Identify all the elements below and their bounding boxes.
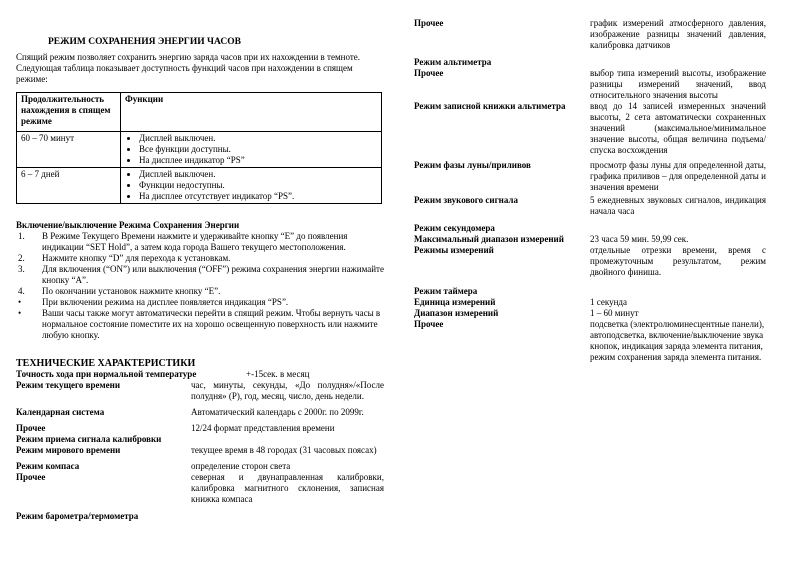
spec-value: 1 секунда xyxy=(590,297,627,307)
spec-value: час, минуты, секунды, «До полудня»/«После полудня» (P), год, месяц, число, день недели. xyxy=(191,380,384,401)
spec-value: 23 часа 59 мин. 59,99 сек. xyxy=(590,234,689,244)
spec-label: Режим текущего времени xyxy=(16,380,121,390)
spec-value: текущее время в 48 городах (31 часовых поясах) xyxy=(191,445,377,455)
duration-cell: 6 – 7 дней xyxy=(17,168,121,204)
spec-row xyxy=(414,297,766,308)
page-title: РЕЖИМ СОХРАНЕНИЯ ЭНЕРГИИ ЧАСОВ xyxy=(48,37,241,47)
functions-cell xyxy=(121,132,382,168)
function-item: • Дисплей выключен. xyxy=(139,133,377,144)
intro-paragraph-2: Следующая таблица показывает доступность функций часов при нахождении в спящем режиме: xyxy=(16,63,353,84)
function-item: • Дисплей выключен. xyxy=(139,169,377,180)
spec-row xyxy=(414,160,766,193)
spec-value: +-15сек. в месяц xyxy=(246,369,310,379)
table-header-row xyxy=(17,93,382,132)
spec-label: Режим альтиметра xyxy=(414,57,492,67)
step-item xyxy=(16,297,384,308)
spec-row xyxy=(16,434,384,445)
spec-value: определение сторон света xyxy=(191,461,291,471)
spec-row xyxy=(16,445,384,456)
header-functions: Функции xyxy=(121,93,382,132)
spec-value: график измерений атмосферного давления, изображение разницы значений давления, калибровка датчиков xyxy=(590,18,766,50)
spec-label: Максимальный диапазон измерений xyxy=(414,234,564,244)
step-marker: 1. xyxy=(18,231,25,241)
step-text: Ваши часы также могут автоматически перейти в спящий режим. Чтобы вернуть часы в нормальное состояние поместите их на хорошо освещенную поверхность или нажмите любую кнопку. xyxy=(42,308,381,340)
function-item: • На дисплее отсутствует индикатор “PS”. xyxy=(139,191,377,202)
availability-table xyxy=(16,92,382,204)
step-item xyxy=(16,231,384,253)
left-column xyxy=(16,37,384,522)
function-item: • Все функции доступны. xyxy=(139,144,377,155)
spec-row xyxy=(414,308,766,319)
spec-label: Прочее xyxy=(414,319,444,329)
spec-label: Режим таймера xyxy=(414,286,478,296)
spec-row xyxy=(16,461,384,472)
bullet-marker: • xyxy=(18,297,22,307)
intro-paragraph-1: Спящий режим позволяет сохранить энергию заряда часов при их нахождении в темноте. xyxy=(16,52,361,62)
spec-label: Диапазон измерений xyxy=(414,308,499,318)
step-text: В Режиме Текущего Времени нажмите и удерживайте кнопку “E” до появления индикации “SET Hold”, а затем кода города Вашего текущего местоположения. xyxy=(42,231,348,252)
step-item xyxy=(16,253,384,264)
spec-row xyxy=(16,423,384,434)
right-column xyxy=(414,18,766,363)
spec-row xyxy=(16,407,384,418)
spec-label: Календарная система xyxy=(16,407,105,417)
spec-value: Автоматический календарь с 2000г. по 2099г. xyxy=(191,407,364,417)
spec-label: Режим фазы луны/приливов xyxy=(414,160,531,170)
function-item: • Функции недоступны. xyxy=(139,180,377,191)
spec-label: Режим записной книжки альтиметра xyxy=(414,101,566,111)
spec-value: ввод до 14 записей измеренных значений высоты, 2 сета автоматически сохраненных значений (максимальное/минимальное значение высоты, общая величина подъема/спуска восхождения xyxy=(590,101,766,155)
step-marker: 2. xyxy=(18,253,25,263)
onoff-section-title: Включение/выключение Режима Сохранения Энергии xyxy=(16,220,240,230)
spec-row xyxy=(414,319,766,363)
spec-value: 12/24 формат представления времени xyxy=(191,423,335,433)
step-item xyxy=(16,308,384,341)
spec-row xyxy=(16,369,384,380)
spec-row xyxy=(414,223,766,234)
spec-label: Точность хода при нормальной температуре xyxy=(16,369,197,379)
steps-list xyxy=(16,231,384,341)
spec-row xyxy=(16,380,384,402)
spec-label: Прочее xyxy=(16,423,46,433)
header-duration: Продолжительность нахождения в спящем режиме xyxy=(17,93,121,132)
spec-label: Режим звукового сигнала xyxy=(414,195,518,205)
step-text: По окончании установок нажмите кнопку “E”. xyxy=(42,286,221,296)
spec-value: просмотр фазы луны для определенной даты, графика приливов – для определенной даты и значения времени xyxy=(590,160,766,192)
spec-label: Режим мирового времени xyxy=(16,445,121,455)
spec-row xyxy=(414,57,766,68)
spec-row xyxy=(414,195,766,217)
spec-value: 1 – 60 минут xyxy=(590,308,639,318)
spec-label: Режим барометра/термометра xyxy=(16,511,139,521)
step-marker: 4. xyxy=(18,286,25,296)
spec-label: Прочее xyxy=(414,68,444,78)
spec-row xyxy=(414,68,766,101)
step-text: При включении режима на дисплее появляется индикация “PS”. xyxy=(42,297,289,307)
spec-value: отдельные отрезки времени, время с промежуточным результатом, режим двойного финиша. xyxy=(590,245,766,277)
step-marker: 3. xyxy=(18,264,25,274)
spec-row xyxy=(414,101,766,156)
step-text: Для включения (“ON”) или выключения (“OFF”) режима сохранения энергии нажимайте кнопку “A”. xyxy=(42,264,384,285)
spec-value: подсветка (электролюминесцентные панели), автоподсветка, включение/выключение звука кнопок, индикация заряда элемента питания, режим сохранения заряда элемента питания. xyxy=(590,319,765,362)
spec-row xyxy=(414,234,766,245)
spec-row xyxy=(16,472,384,505)
spec-label: Режим приема сигнала калибровки xyxy=(16,434,162,444)
spec-row xyxy=(414,245,766,278)
spec-row xyxy=(16,511,384,522)
specs-title: ТЕХНИЧЕСКИЕ ХАРАКТЕРИСТИКИ xyxy=(16,358,196,369)
bullet-marker: • xyxy=(18,308,22,318)
spec-value: северная и двунаправленная калибровки, калибровка магнитного склонения, записная книжка компаса xyxy=(191,472,384,504)
spec-value: выбор типа измерений высоты, изображение разницы измерений значений, ввод относительного значения высоты xyxy=(590,68,766,100)
spec-row xyxy=(414,18,766,51)
spec-label: Режим компаса xyxy=(16,461,80,471)
step-item xyxy=(16,286,384,297)
spec-label: Единица измерений xyxy=(414,297,496,307)
spec-label: Режим секундомера xyxy=(414,223,495,233)
duration-cell: 60 – 70 минут xyxy=(17,132,121,168)
table-row xyxy=(17,168,382,204)
spec-label: Прочее xyxy=(16,472,46,482)
function-item: • На дисплее индикатор “PS” xyxy=(139,155,377,166)
spec-label: Режимы измерений xyxy=(414,245,494,255)
spec-value: 5 ежедневных звуковых сигналов, индикация начала часа xyxy=(590,195,766,216)
step-text: Нажмите кнопку “D” для перехода к установкам. xyxy=(42,253,231,263)
functions-cell xyxy=(121,168,382,204)
step-item xyxy=(16,264,384,286)
spec-label: Прочее xyxy=(414,18,444,28)
spec-row xyxy=(414,286,766,297)
table-row xyxy=(17,132,382,168)
